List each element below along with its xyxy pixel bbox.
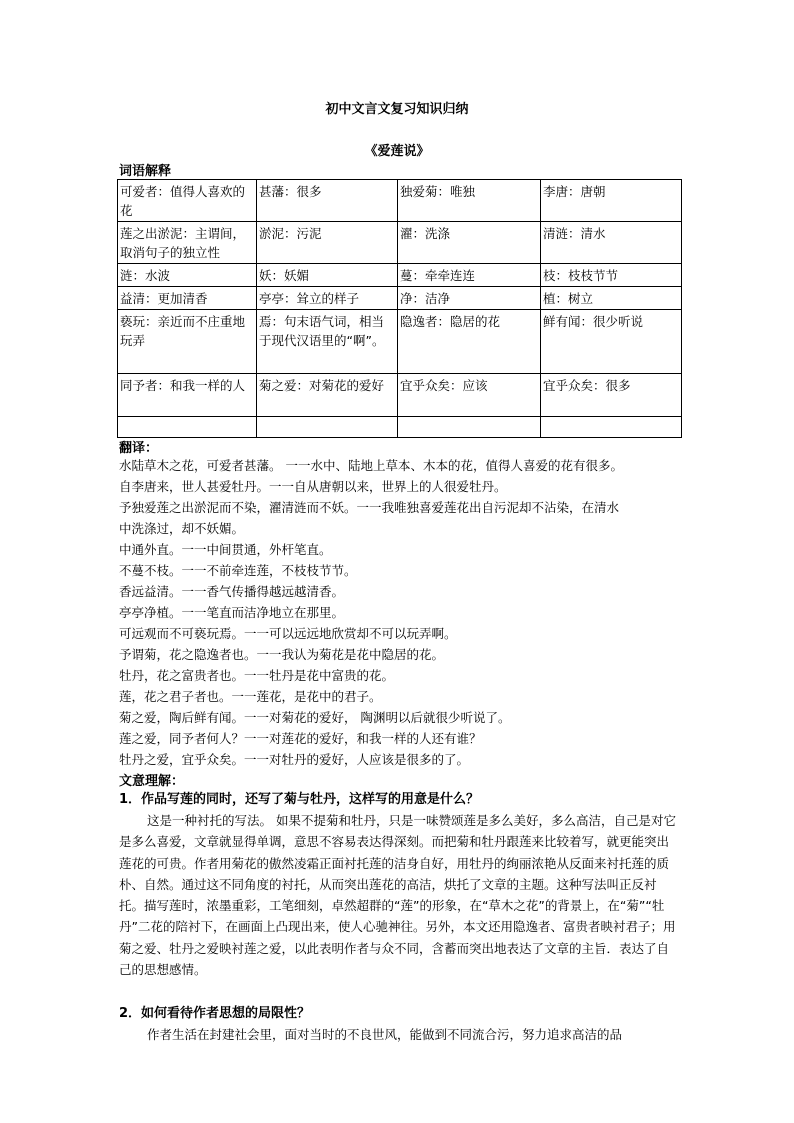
translation-line: 菊之爱，陶后鲜有闻。一一对菊花的爱好， 陶渊明以后就很少听说了。: [119, 710, 511, 725]
question-2: [119, 1003, 683, 1024]
translation-line: 莲之爱，同予者何人？一一对莲花的爱好，和我一样的人还有谁？: [119, 731, 482, 746]
table-cell: 蔓：牵牵连连: [398, 264, 541, 287]
table-cell: 李唐：唐朝: [541, 180, 682, 222]
table-cell: 亵玩：亲近而不庄重地玩弄: [118, 310, 257, 374]
table-cell: 淤泥：污泥: [257, 222, 398, 264]
table-row: [118, 264, 682, 287]
table-cell: 净：洁净: [398, 287, 541, 310]
table-cell: 甚藩：很多: [257, 180, 398, 222]
translation-line: 予谓菊，花之隐逸者也。一一我认为菊花是花中隐居的花。: [119, 647, 445, 662]
vocab-heading: 词语解释: [119, 164, 172, 179]
translation-line: 牡丹之爱，宜乎众矣。一一对牡丹的爱好，人应该是很多的了。: [119, 752, 470, 767]
answer-1: 这是一种衬托的写法。 如果不提菊和牡丹，只是一味赞颂莲是多么美好，多么高洁，自己是对它是多么喜爱，文章就显得单调，意思不容易表达得深刻。而把菊和牡丹跟莲来比较着写，就更能突出莲花的可贵。作者用菊花的傲然凌霜正面衬托莲的洁身自好，用牡丹的绚丽浓艳从反面来衬托莲的质朴、自然。通过这不同角度的衬托，从而突出莲花的高洁，烘托了文章的主题。这种写法叫正反衬托。描写莲时，浓墨重彩，工笔细刻，卓然超群的“莲”的形象，在“草木之花”的背景上，在“菊”“牡丹”二花的陪衬下，在画面上凸现出来，使人心驰神往。另外，本文还用隐逸者、富贵者映衬君子；用菊之爱、牡丹之爱映衬莲之爱，以此表明作者与众不同，含蓄而突出地表达了文章的主旨．表达了自己的思想感情。: [119, 813, 676, 978]
lesson-title: 《爱莲说》: [364, 144, 430, 159]
translation-line: 予独爱莲之出淤泥而不染，濯清涟而不妖。一一我唯独喜爱莲花出自污泥却不沾染，在清水: [119, 500, 620, 515]
translation-block: [119, 455, 683, 770]
table-cell: 宜乎众矣：很多: [541, 374, 682, 417]
question-1-text: 1．作品写莲的同时，还写了菊与牡丹，这样写的用意是什么？: [119, 792, 480, 807]
translation-line: 不蔓不枝。一一不前牵连莲，不枝枝节节。: [119, 563, 357, 578]
understanding-heading: 文意理解：: [119, 774, 185, 789]
table-cell: [257, 417, 398, 438]
table-row: [118, 180, 682, 222]
translation-line: 中洗涤过，却不妖媚。: [119, 521, 245, 536]
table-cell: 独爱菊：唯独: [398, 180, 541, 222]
translation-line: 亭亭净植。一一笔直而洁净地立在那里。: [119, 605, 345, 620]
translation-line: 自李唐来，世人甚爱牡丹。一一自从唐朝以来，世界上的人很爱牡丹。: [119, 479, 507, 494]
table-row: [118, 417, 682, 438]
table-row: [118, 222, 682, 264]
table-cell: 隐逸者：隐居的花: [398, 310, 541, 374]
table-cell: [541, 417, 682, 438]
translation-line: 可远观而不可亵玩焉。一一可以远远地欣赏却不可以玩弄啊。: [119, 626, 457, 641]
translation-line: 牡丹，花之富贵者也。一一牡丹是花中富贵的花。: [119, 668, 395, 683]
answer-2: 作者生活在封建社会里，面对当时的不良世风，能做到不同流合污，努力追求高洁的品: [147, 1027, 623, 1042]
document-title: 初中文言文复习知识归纳: [325, 102, 469, 117]
question-1: [119, 789, 683, 810]
table-cell: 可爱者：值得人喜欢的花: [118, 180, 257, 222]
table-row: [118, 287, 682, 310]
table-cell: 濯：洗涤: [398, 222, 541, 264]
table-row: [118, 374, 682, 417]
table-cell: [118, 417, 257, 438]
table-row: [118, 310, 682, 374]
translation-line: 莲，花之君子者也。一一莲花，是花中的君子。: [119, 689, 382, 704]
translation-line: 水陆草木之花，可爱者甚藩。 一一水中、陆地上草本、木本的花，值得人喜爱的花有很多。: [119, 458, 623, 473]
translation-heading: 翻译：: [119, 441, 159, 456]
translation-line: 中通外直。一一中间贯通，外杆笔直。: [119, 542, 332, 557]
table-cell: 焉：句末语气词，相当于现代汉语里的“啊”。: [257, 310, 398, 374]
table-cell: 鲜有闻：很少听说: [541, 310, 682, 374]
table-cell: 菊之爱：对菊花的爱好: [257, 374, 398, 417]
table-cell: 同予者：和我一样的人: [118, 374, 257, 417]
table-cell: 宜乎众矣：应该: [398, 374, 541, 417]
table-cell: 枝：枝枝节节: [541, 264, 682, 287]
table-cell: 益清：更加清香: [118, 287, 257, 310]
question-2-text: 2．如何看待作者思想的局限性？: [119, 1006, 311, 1021]
table-cell: 清涟：清水: [541, 222, 682, 264]
table-cell: [398, 417, 541, 438]
vocab-table: [117, 179, 682, 438]
table-cell: 莲之出淤泥：主谓间，取消句子的独立性: [118, 222, 257, 264]
table-cell: 植：树立: [541, 287, 682, 310]
table-cell: 亭亭：耸立的样子: [257, 287, 398, 310]
table-cell: 涟：水波: [118, 264, 257, 287]
table-cell: 妖：妖媚: [257, 264, 398, 287]
translation-line: 香远益清。一一香气传播得越远越清香。: [119, 584, 345, 599]
